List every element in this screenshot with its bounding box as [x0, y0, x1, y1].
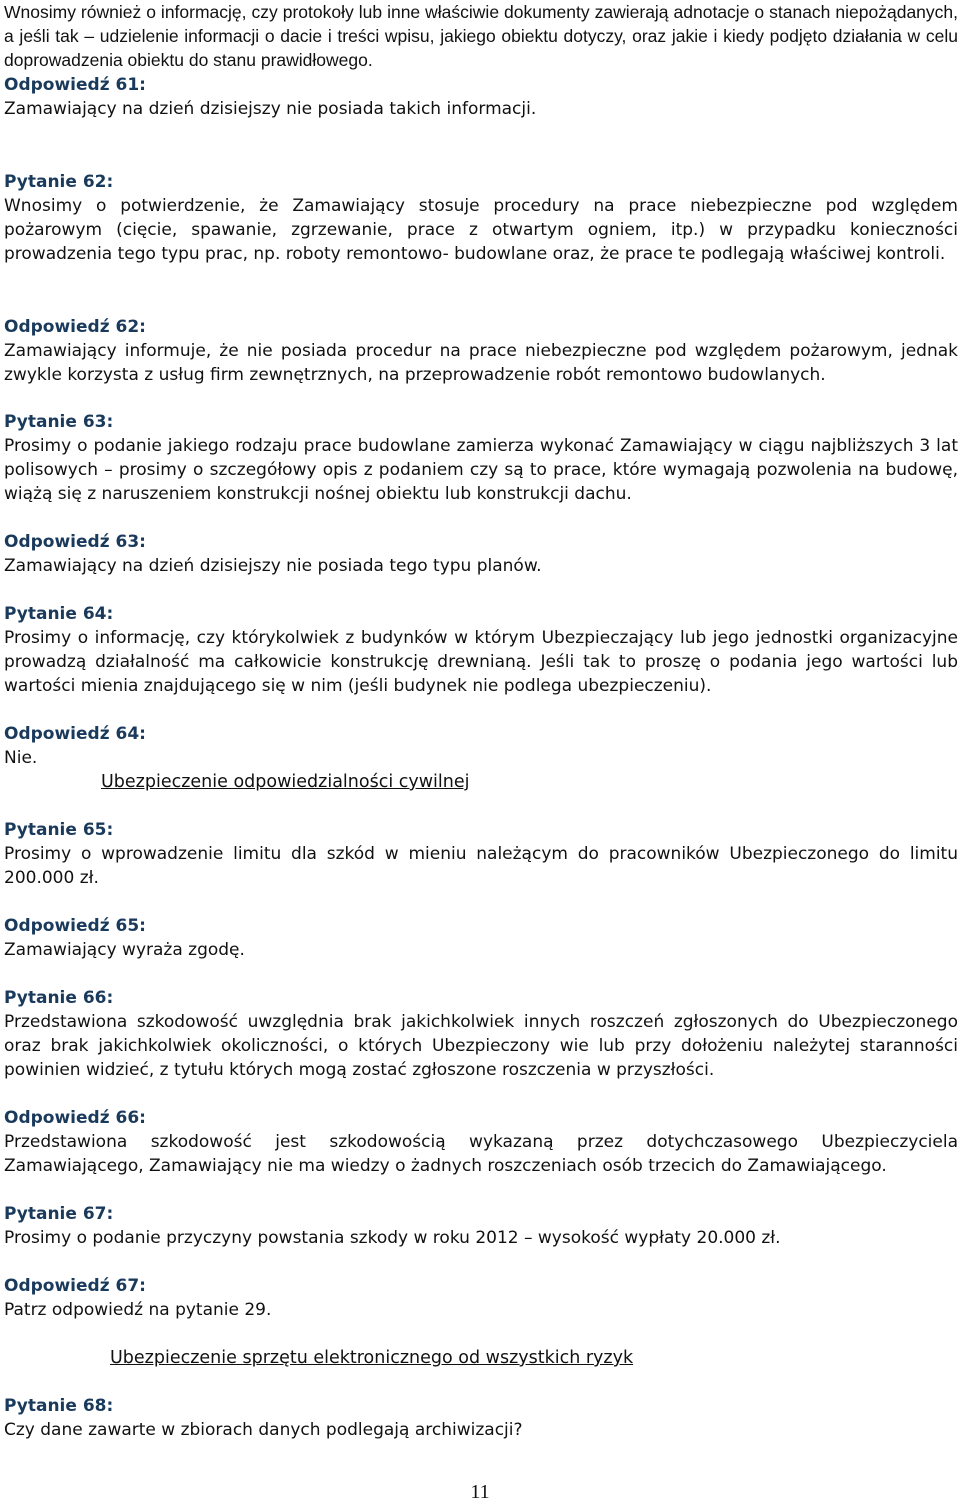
answer-65-text: Zamawiający wyraża zgodę. [4, 940, 245, 960]
intro-paragraph: Wnosimy również o informację, czy protokoły lub inne właściwie dokumenty zawierają adnotacje o stanach niepożądanych, a jeśli tak – udzielenie informacji o dacie i treści wpisu, jakiego obiektu dotyczy, oraz jakie i kiedy podjęto działania w celu doprowadzenia obiektu do stanu prawidłowego. [4, 2, 958, 70]
question-66-text: Przedstawiona szkodowość uwzględnia brak jakichkolwiek innych roszczeń zgłoszonych do Ubezpieczonego oraz brak jakichkolwiek okoliczności, o których Ubezpieczony wie lub przy dołożeniu należytej staranności powinien widzieć, z tytułu których mogą zostać zgłoszone roszczenia w przyszłości. [4, 1012, 958, 1080]
question-65-text: Prosimy o wprowadzenie limitu dla szkód w mieniu należącym do pracowników Ubezpieczonego do limitu 200.000 zł. [4, 844, 958, 888]
answer-64-text: Nie. [4, 748, 38, 768]
question-68-label: Pytanie 68: [4, 1396, 114, 1416]
answer-66-text: Przedstawiona szkodowość jest szkodowością wykazaną przez dotychczasowego Ubezpieczyciela Zamawiającego, Zamawiający nie ma wiedzy o żadnych roszczeniach osób trzecich do Zamawiającego. [4, 1132, 958, 1176]
answer-66-label: Odpowiedź 66: [4, 1108, 146, 1128]
answer-63-label: Odpowiedź 63: [4, 532, 146, 552]
question-66-label: Pytanie 66: [4, 988, 114, 1008]
question-64-label: Pytanie 64: [4, 604, 114, 624]
answer-67-label: Odpowiedź 67: [4, 1276, 146, 1296]
answer-63-text: Zamawiający na dzień dzisiejszy nie posiada tego typu planów. [4, 556, 542, 576]
question-67-text: Prosimy o podanie przyczyny powstania szkody w roku 2012 – wysokość wypłaty 20.000 zł. [4, 1228, 781, 1248]
section-title-electronic-equipment: Ubezpieczenie sprzętu elektronicznego od wszystkich ryzyk [110, 1348, 634, 1368]
answer-61-text: Zamawiający na dzień dzisiejszy nie posiada takich informacji. [4, 99, 537, 119]
answer-64-label: Odpowiedź 64: [4, 724, 146, 744]
question-68-text: Czy dane zawarte w zbiorach danych podlegają archiwizacji? [4, 1420, 523, 1440]
question-63-text: Prosimy o podanie jakiego rodzaju prace budowlane zamierza wykonać Zamawiający w ciągu najbliższych 3 lat polisowych – prosimy o szczegółowy opis z podaniem czy są to prace, które wymagają pozwolenia na budowę, wiążą się z naruszeniem konstrukcji nośnej obiektu lub konstrukcji dachu. [4, 436, 958, 504]
question-64-text: Prosimy o informację, czy którykolwiek z budynków w którym Ubezpieczający lub jego jednostki organizacyjne prowadzą działalność ma całkowicie konstrukcję drewnianą. Jeśli tak to proszę o podania jego wartości lub wartości mienia znajdującego się w nim (jeśli budynek nie podlega ubezpieczeniu). [4, 628, 958, 696]
answer-62-text: Zamawiający informuje, że nie posiada procedur na prace niebezpieczne pod względem pożarowym, jednak zwykle korzysta z usług firm zewnętrznych, na przeprowadzenie robót remontowo budowlanych. [4, 341, 958, 385]
answer-67-text: Patrz odpowiedź na pytanie 29. [4, 1300, 272, 1320]
answer-61-label: Odpowiedź 61: [4, 75, 146, 95]
answer-65-label: Odpowiedź 65: [4, 916, 146, 936]
question-67-label: Pytanie 67: [4, 1204, 114, 1224]
question-62-label: Pytanie 62: [4, 172, 114, 192]
question-63-label: Pytanie 63: [4, 412, 114, 432]
question-65-label: Pytanie 65: [4, 820, 114, 840]
answer-62-label: Odpowiedź 62: [4, 317, 146, 337]
document-page [4, 0, 958, 1503]
page-number: 11 [470, 1481, 490, 1503]
question-62-text: Wnosimy o potwierdzenie, że Zamawiający stosuje procedury na prace niebezpieczne pod względem pożarowym (cięcie, spawanie, zgrzewanie, prace z otwartym ogniem, itp.) w przypadku konieczności prowadzenia tego typu prac, np. roboty remontowo- budowlane oraz, że prace te podlegają właściwej kontroli. [4, 196, 958, 264]
section-title-civil-liability: Ubezpieczenie odpowiedzialności cywilnej [101, 772, 470, 792]
